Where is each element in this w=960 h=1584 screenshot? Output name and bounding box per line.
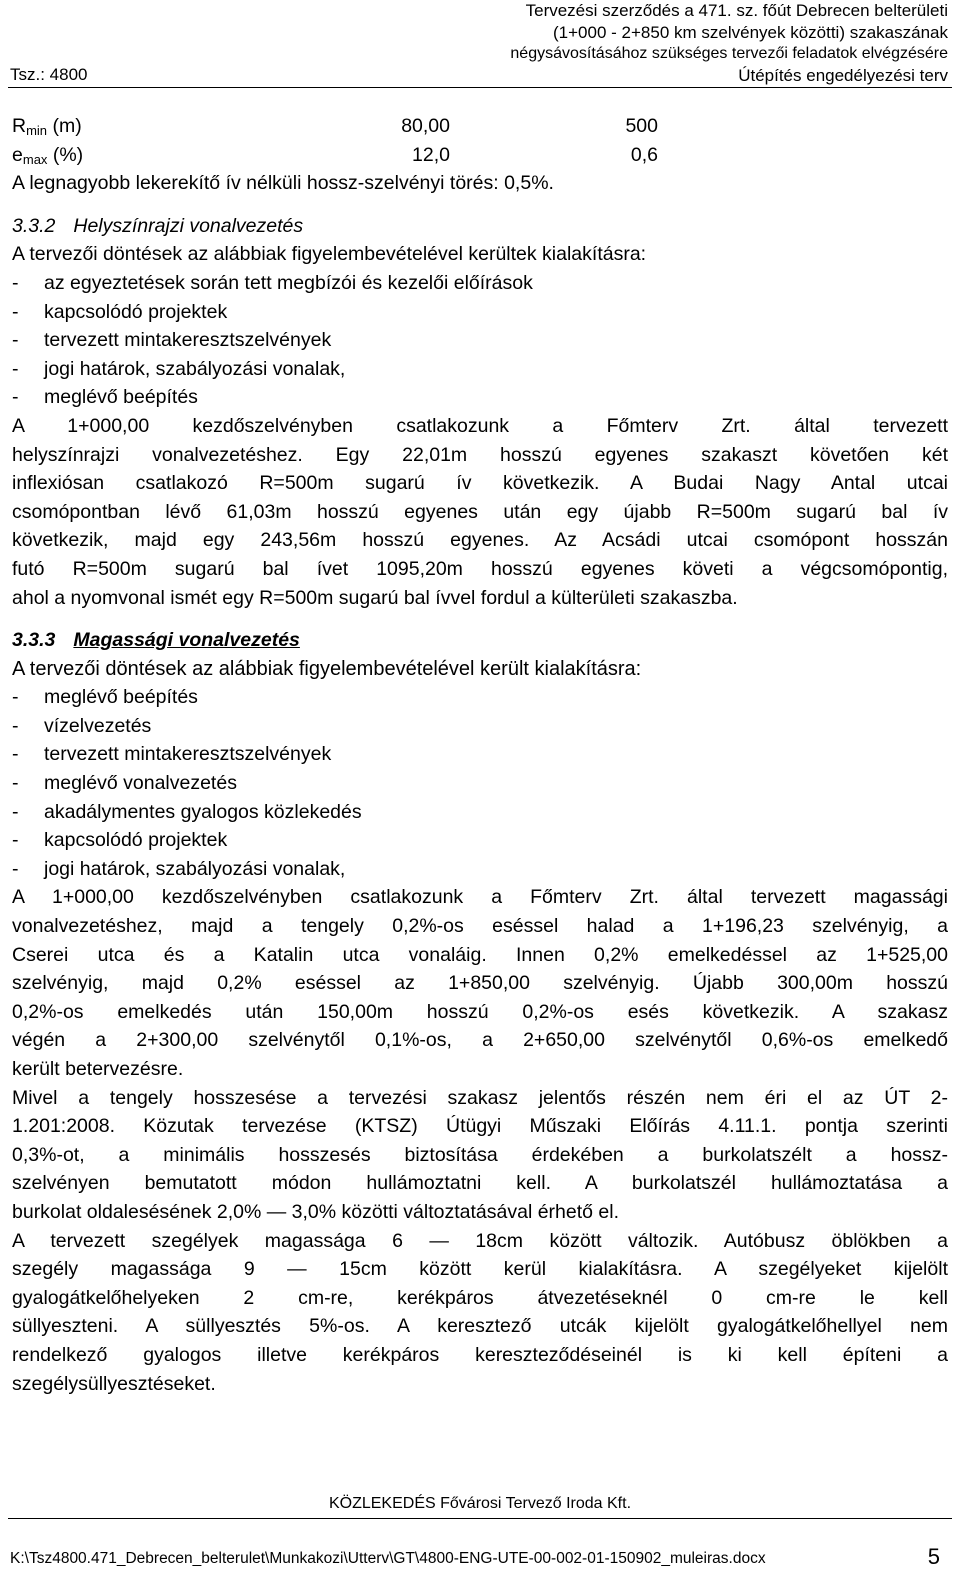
paragraph-line: következik, majd egy 243,56m hosszú egyenes. Az Acsádi utcai csomópont hosszán <box>12 529 948 552</box>
footer-file-path: K:\Tsz4800.471_Debrecen_belterulet\Munkakozi\Utterv\GT\4800-ENG-UTE-00-002-01-150902_muleiras.docx <box>10 1550 766 1567</box>
param-value-2: 0,6 <box>630 143 658 166</box>
param-symbol: $e_{max}$ (%) <box>12 143 84 167</box>
paragraph-line: 0,2%-os emelkedés után 150,00m hosszú 0,2%-os esés következik. A szakasz <box>12 1000 948 1023</box>
param-symbol: $R_{min}$ (m) <box>12 115 82 138</box>
paragraph-line: 1.201:2008. Közutak tervezése (KTSZ) Útügyi Műszaki Előírás 4.11.1. pontja szerinti <box>12 1115 948 1138</box>
paragraph-line: Cserei utca és a Katalin utca vonaláig. Innen 0,2% emelkedéssel az 1+525,00 <box>12 943 948 966</box>
header-line-3: négysávosításához szükséges tervezői feladatok elvégzésére <box>510 45 948 62</box>
param-value-1: 80,00 <box>401 115 450 137</box>
paragraph-line: gyalogátkelőhelyeken 2 cm-re, kerékpáros átvezetéseknél 0 cm-re le kell <box>12 1286 948 1309</box>
section-title: Helyszínrajzi vonalvezetés <box>73 214 304 237</box>
section-heading-333 <box>12 626 948 655</box>
paragraph-line: szelvényig, majd 0,2% eséssel az 1+850,00 szelvényig. Újabb 300,00m hosszú <box>12 972 948 995</box>
paragraph-line: végén a 2+300,00 szelvénytől 0,1%-os, a 2+650,00 szelvénytől 0,6%-os emelkedő <box>12 1029 948 1052</box>
list-item: - kapcsolódó projektek <box>12 300 228 323</box>
list-item: - meglévő beépítés <box>12 386 198 409</box>
paragraph-line: burkolat oldalesésének 2,0% — 3,0% közötti változtatásával érhető el. <box>12 1200 620 1223</box>
list-item: - vízelvezetés <box>12 714 152 737</box>
section-number: 3.3.2 <box>12 214 56 237</box>
list-item: - akadálymentes gyalogos közlekedés <box>12 800 362 823</box>
table-note: A legnagyobb lekerekítő ív nélküli hossz-szelvényi törés: 0,5%. <box>12 172 554 195</box>
footer-divider <box>8 1518 952 1519</box>
header-line-4: Útépítés engedélyezési terv <box>738 65 948 85</box>
section-intro: A tervezői döntések az alábbiak figyelembevételével kerültek kialakításra: <box>12 243 647 266</box>
paragraph-line: ahol a nyomvonal ismét egy R=500m sugarú bal ívvel fordul a külterületi szakaszba. <box>12 586 738 609</box>
list-item: - tervezett mintakeresztszelvények <box>12 329 332 352</box>
paragraph-line: Mivel a tengely hosszesése a tervezési szakasz jelentős részén nem éri el az ÚT 2- <box>12 1086 948 1109</box>
paragraph-line: helyszínrajzi vonalvezetéshez. Egy 22,01m hosszú egyenes szakaszt követően két <box>12 443 948 466</box>
paragraph-line: szegély magassága 9 — 15cm között kerül kialakításra. A szegélyeket kijelölt <box>12 1258 948 1281</box>
paragraph-line: vonalvezetéshez, majd a tengely 0,2%-os eséssel halad a 1+196,23 szelvényig, a <box>12 915 948 938</box>
paragraph-line: süllyeszteni. A süllyesztés 5%-os. A keresztező utcák kijelölt gyalogátkelőhellyel nem <box>12 1315 948 1338</box>
param-value-1: 12,0 <box>412 143 450 166</box>
section-heading-332 <box>12 212 948 241</box>
list-item: - jogi határok, szabályozási vonalak, <box>12 857 346 880</box>
paragraph-line: A 1+000,00 kezdőszelvényben csatlakozunk a Főmterv Zrt. által tervezett <box>12 414 948 437</box>
paragraph-line: futó R=500m sugarú bal ívet 1095,20m hosszú egyenes követi a végcsomópontig, <box>12 557 948 580</box>
page-number: 5 <box>927 1544 940 1569</box>
list-item: - meglévő beépítés <box>12 686 198 709</box>
section-title: Magassági vonalvezetés <box>73 629 300 652</box>
header-line-1: Tervezési szerződés a 471. sz. főút Debrecen belterületi <box>525 1 948 20</box>
header-divider <box>8 87 952 88</box>
table-row-emax <box>12 141 948 170</box>
list-item: - jogi határok, szabályozási vonalak, <box>12 357 346 380</box>
section-number: 3.3.3 <box>12 629 56 652</box>
list-item: - meglévő vonalvezetés <box>12 772 237 795</box>
header-title-block <box>248 0 948 86</box>
list-item: - kapcsolódó projektek <box>12 829 228 852</box>
paragraph-line: 0,3%-ot, a minimális hosszesés biztosítása érdekében a burkolatszélt a hossz- <box>12 1143 948 1166</box>
list-item: - tervezett mintakeresztszelvények <box>12 743 332 766</box>
paragraph-line: inflexiósan csatlakozó R=500m sugarú ív következik. A Budai Nagy Antal utcai <box>12 472 948 495</box>
param-value-2: 500 <box>625 115 658 137</box>
paragraph-line: került betervezésre. <box>12 1058 184 1080</box>
document-body <box>12 112 948 1398</box>
paragraph-line: A 1+000,00 kezdőszelvényben csatlakozunk a Főmterv Zrt. által tervezett magassági <box>12 886 948 909</box>
section-intro: A tervezői döntések az alábbiak figyelembevételével került kialakításra: <box>12 657 642 680</box>
header-line-2: (1+000 - 2+850 km szelvények közötti) szakaszának <box>553 22 948 42</box>
footer-organization: KÖZLEKEDÉS Fővárosi Tervező Iroda Kft. <box>328 1495 632 1512</box>
paragraph-line: szelvényen bemutatott módon hullámoztatni kell. A burkolatszél hullámoztatása a <box>12 1172 948 1195</box>
list-item: - az egyeztetések során tett megbízói és kezelői előírások <box>12 271 533 294</box>
table-row-rmin <box>12 112 948 141</box>
paragraph-line: csomópontban lévő 61,03m hosszú egyenes után egy újabb R=500m sugarú bal ív <box>12 500 948 523</box>
paragraph-line: rendelkező gyalogos illetve kerékpáros kereszteződéseinél is ki kell építeni a <box>12 1343 948 1366</box>
paragraph-line: szegélysüllyesztéseket. <box>12 1372 216 1395</box>
header-project-number: Tsz.: 4800 <box>10 65 88 84</box>
paragraph-line: A tervezett szegélyek magassága 6 — 18cm között változik. Autóbusz öblökben a <box>12 1229 948 1252</box>
